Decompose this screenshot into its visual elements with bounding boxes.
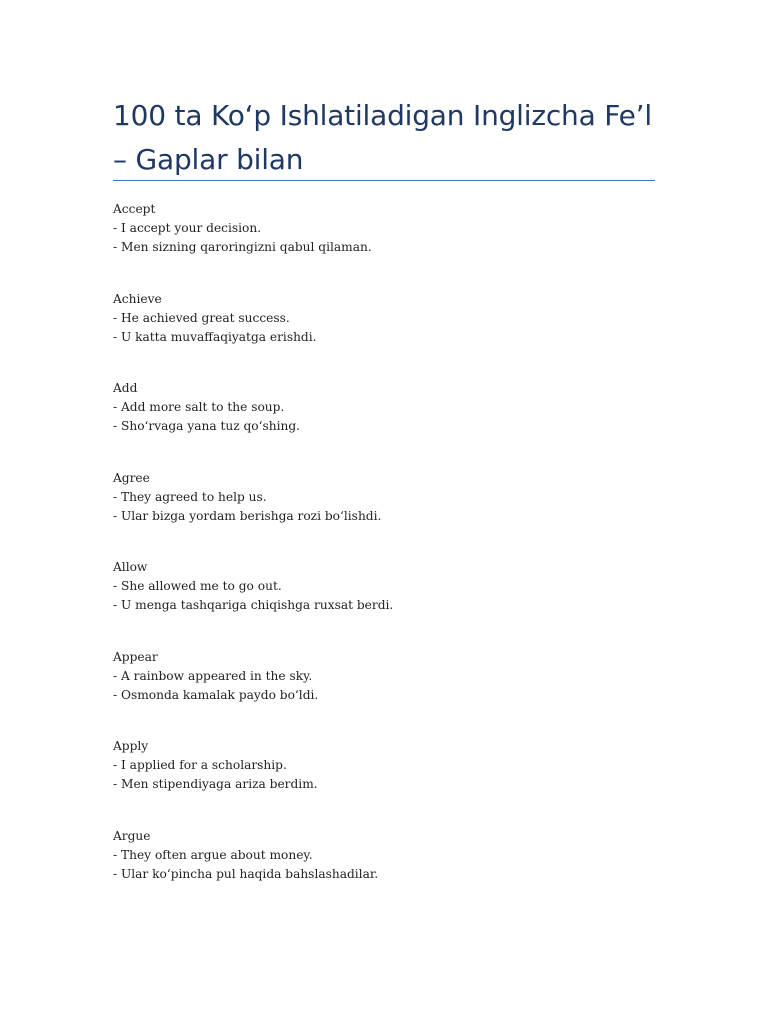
example-english: - She allowed me to go out.	[113, 579, 282, 593]
verb-list	[113, 200, 653, 916]
example-uzbek: - Men stipendiyaga ariza berdim.	[113, 777, 318, 791]
verb-entry-agree	[113, 469, 653, 559]
example-uzbek: - Men sizning qaroringizni qabul qilaman.	[113, 240, 372, 254]
example-uzbek: - U katta muvaffaqiyatga erishdi.	[113, 329, 317, 344]
example-uzbek: - Ular ko‘pincha pul haqida bahslashadilar.	[113, 866, 379, 881]
title-underline	[113, 180, 655, 181]
example-uzbek: - Ular bizga yordam berishga rozi bo‘lishdi.	[113, 508, 382, 523]
verb-word: Add	[113, 381, 138, 395]
example-uzbek: - Sho‘rvaga yana tuz qo‘shing.	[113, 419, 301, 433]
example-english: - Add more salt to the soup.	[113, 400, 285, 414]
example-uzbek: - Osmonda kamalak paydo bo‘ldi.	[113, 687, 319, 702]
verb-word: Agree	[113, 470, 150, 485]
example-english: - They often argue about money.	[113, 847, 313, 862]
verb-entry-appear	[113, 648, 653, 738]
verb-word: Achieve	[113, 291, 162, 306]
example-english: - He achieved great success.	[113, 310, 290, 325]
verb-entry-add	[113, 379, 653, 469]
example-english: - A rainbow appeared in the sky.	[113, 668, 313, 683]
verb-word: Appear	[113, 649, 158, 664]
example-english: - I accept your decision.	[113, 221, 262, 235]
document-title: 100 ta Ko‘p Ishlatiladigan Inglizcha Fe’l – Gaplar bilan	[113, 99, 652, 176]
verb-entry-apply	[113, 737, 653, 827]
verb-word: Apply	[113, 739, 149, 753]
verb-entry-accept	[113, 200, 653, 290]
verb-word: Accept	[113, 202, 156, 216]
verb-word: Allow	[113, 560, 148, 574]
verb-entry-allow	[113, 558, 653, 648]
example-english: - They agreed to help us.	[113, 489, 267, 504]
verb-entry-argue	[113, 827, 653, 917]
verb-word: Argue	[113, 828, 151, 843]
verb-entry-achieve	[113, 290, 653, 380]
example-uzbek: - U menga tashqariga chiqishga ruxsat berdi.	[113, 598, 394, 612]
example-english: - I applied for a scholarship.	[113, 758, 287, 772]
